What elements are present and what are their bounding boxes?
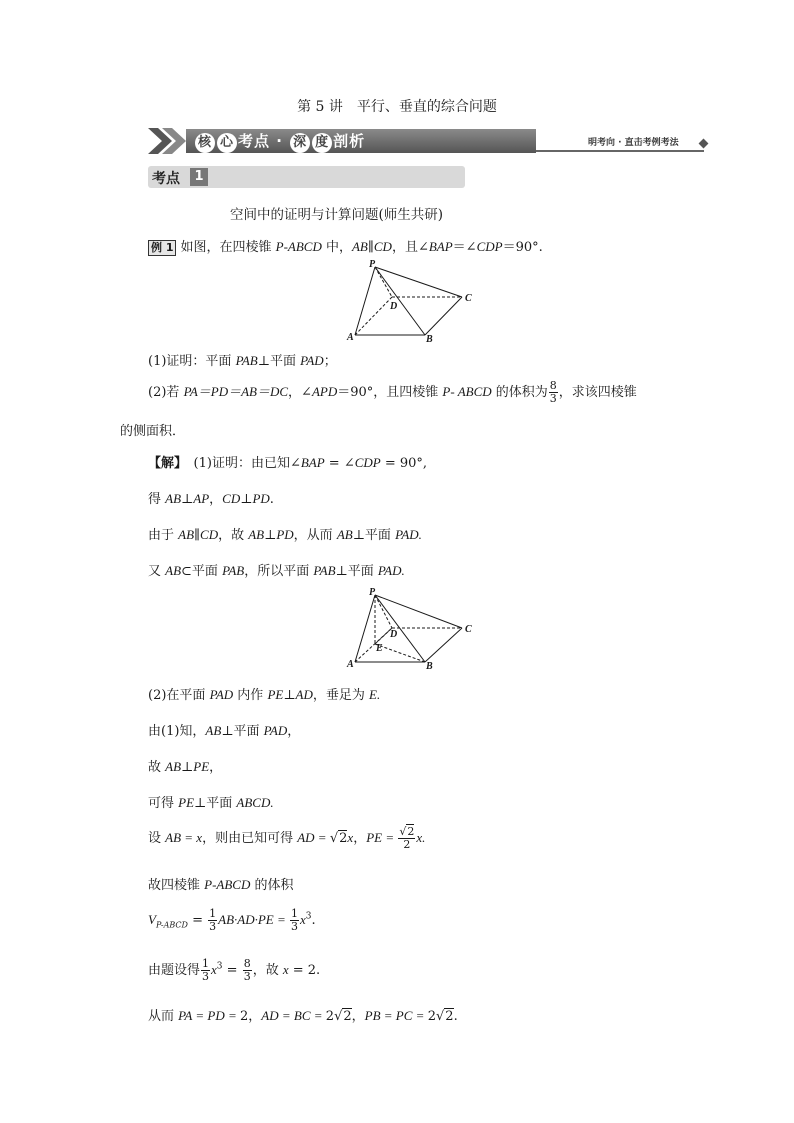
text: ＝∠ xyxy=(452,240,477,255)
text: 由题设得 xyxy=(148,963,201,978)
text: 故四棱锥 xyxy=(148,878,205,893)
math: PAD. xyxy=(395,527,422,542)
sqrt-arg: 2 xyxy=(343,1009,352,1024)
text: 得 xyxy=(148,492,166,507)
math: APD xyxy=(311,384,338,399)
math: AB⊥PD xyxy=(248,527,294,542)
banner-text: 剖析 xyxy=(333,132,366,150)
section-subtitle: 空间中的证明与计算问题(师生共研) xyxy=(230,207,444,223)
text: 可得 xyxy=(148,796,179,811)
text: ， xyxy=(287,724,301,739)
banner-char-circle: 深 xyxy=(290,133,310,153)
superscript: 3 xyxy=(305,911,312,922)
fraction xyxy=(201,958,210,983)
text: 由(1)知， xyxy=(148,724,206,739)
text: (2)在平面 xyxy=(148,688,210,703)
text: (2)若 xyxy=(148,385,184,400)
text: ，则由已知可得 xyxy=(202,831,298,846)
text: = xyxy=(222,963,242,978)
solution-line xyxy=(148,756,222,775)
superscript: 3 xyxy=(216,961,223,972)
solution-line xyxy=(148,524,422,543)
text: = 2. xyxy=(288,963,321,978)
banner-underline xyxy=(536,150,704,152)
fraction xyxy=(243,958,252,983)
math: AB xyxy=(336,527,353,542)
kaodian-bar xyxy=(148,166,465,188)
kaodian-number: 1 xyxy=(190,168,208,186)
text: 设 xyxy=(148,831,166,846)
banner-char-circle: 核 xyxy=(195,133,215,153)
example-stem xyxy=(148,236,543,256)
math: PAD xyxy=(300,353,324,368)
frac-den: 2 xyxy=(403,838,411,851)
math: AD = xyxy=(297,830,330,845)
math: x xyxy=(282,962,289,977)
fraction xyxy=(290,908,299,933)
solution-line: 从而 PA = PD = 2，AD = BC = 2√2，PB = PC = 2√2. xyxy=(148,1008,458,1024)
math: P- ABCD xyxy=(442,384,492,399)
banner-char-circle: 心 xyxy=(217,133,237,153)
text: ，所以平面 xyxy=(244,564,314,579)
solution-tag: 【解】 xyxy=(148,456,181,471)
text: ⊥平面 xyxy=(352,528,396,543)
banner-title xyxy=(186,129,536,153)
fraction xyxy=(208,908,217,933)
math: ABCD. xyxy=(236,795,274,810)
pyramid-figure-2 xyxy=(345,587,480,673)
math: CD⊥PD xyxy=(222,491,270,506)
solution-line xyxy=(148,488,274,507)
text: ，故 xyxy=(218,528,249,543)
diamond-icon xyxy=(699,139,709,149)
text: ，垂足为 xyxy=(312,688,370,703)
text: 内作 xyxy=(233,688,268,703)
text: . xyxy=(311,913,316,928)
banner-char-circle: 度 xyxy=(312,133,332,153)
math: V xyxy=(148,912,156,927)
solution-line xyxy=(148,908,316,933)
text: ＝90°. xyxy=(502,240,543,255)
vertex-label: P xyxy=(369,587,376,598)
pyramid-figure-1 xyxy=(345,258,480,348)
text: ⊥平面 xyxy=(221,724,264,739)
text: 的体积 xyxy=(250,878,294,893)
math: PAB xyxy=(222,563,245,578)
frac-num: 8 xyxy=(243,957,251,970)
vertex-label: B xyxy=(426,661,433,672)
sqrt-arg: 2 xyxy=(407,825,415,838)
math: BAP xyxy=(300,455,325,470)
math: PAB xyxy=(313,563,336,578)
text: ＝90°，且四棱锥 xyxy=(337,385,443,400)
text: = 90°, xyxy=(380,456,428,471)
text: 2 xyxy=(427,1009,436,1024)
frac-den: 3 xyxy=(549,392,557,405)
math: x xyxy=(211,962,217,977)
vertex-label: A xyxy=(347,332,354,343)
math: x xyxy=(347,830,354,845)
math: PE = xyxy=(366,830,398,845)
vertex-label: A xyxy=(347,659,354,670)
text: (1)证明：平面 xyxy=(148,354,236,369)
text: (1)证明：由已知∠ xyxy=(193,456,301,471)
text: = ∠ xyxy=(324,456,355,471)
math: x xyxy=(300,912,306,927)
vertex-label: D xyxy=(390,301,398,312)
solution-line xyxy=(148,720,300,739)
vertex-label: C xyxy=(465,624,472,635)
text: ⊂平面 xyxy=(181,564,223,579)
kaodian-label: 考点 xyxy=(152,171,180,187)
math: PB = PC = xyxy=(364,1008,428,1023)
text: . xyxy=(269,492,274,507)
page-title: 第 5 讲 平行、垂直的综合问题 xyxy=(297,99,497,115)
math: PAD xyxy=(263,723,288,738)
math: BAP xyxy=(428,239,453,254)
math: CDP xyxy=(476,239,503,254)
math: PAD xyxy=(209,687,234,702)
math: PA = PD = xyxy=(178,1008,240,1023)
fraction xyxy=(549,380,558,405)
text: ， xyxy=(353,831,367,846)
math: P-ABCD xyxy=(204,877,251,892)
question-2-cont: 的侧面积． xyxy=(120,424,186,439)
example-badge: 例 1 xyxy=(148,240,176,256)
text: . xyxy=(453,1009,458,1024)
math: PE xyxy=(178,795,195,810)
question-2 xyxy=(148,380,637,405)
math: PAD. xyxy=(377,563,405,578)
math: PA＝PD＝AB＝DC xyxy=(183,384,289,399)
math: x. xyxy=(416,830,426,845)
solution-line: 设 AB = x，则由已知可得 AD = √2x，PE = $\frac{√2}{2}$ x. xyxy=(148,825,426,851)
math: AB∥CD xyxy=(351,239,392,254)
text: ； xyxy=(323,354,337,369)
frac-den: 3 xyxy=(209,920,217,933)
text: 由于 xyxy=(148,528,179,543)
text: 中， xyxy=(321,240,352,255)
sqrt-arg: 2 xyxy=(339,831,348,846)
text: 的体积为 xyxy=(491,385,548,400)
solution-line xyxy=(148,874,294,893)
math: AB⊥PE xyxy=(165,759,210,774)
math: CDP xyxy=(354,455,381,470)
frac-num: 1 xyxy=(291,907,298,920)
text: ，从而 xyxy=(293,528,337,543)
banner-text: 考点 · xyxy=(238,132,290,150)
banner-tag: 明考向 · 直击考例考法 xyxy=(588,138,679,148)
text: 2 xyxy=(325,1009,335,1024)
text: ， xyxy=(209,492,223,507)
solution-line xyxy=(148,792,274,811)
frac-den: 3 xyxy=(243,970,251,983)
text: ⊥平面 xyxy=(335,564,378,579)
text: 又 xyxy=(148,564,166,579)
text: 如图，在四棱锥 xyxy=(180,240,276,255)
text: ，求该四棱锥 xyxy=(558,385,637,400)
math: PE⊥AD xyxy=(267,687,313,702)
math: E. xyxy=(369,687,381,702)
math: AB xyxy=(205,723,222,738)
text: ，故 xyxy=(252,963,283,978)
math: AB∥CD xyxy=(178,527,219,542)
math: PAB xyxy=(235,353,258,368)
vertex-label: C xyxy=(465,293,472,304)
text: = xyxy=(187,913,208,928)
text: 从而 xyxy=(148,1009,179,1024)
subscript: P-ABCD xyxy=(155,920,188,930)
solution-line xyxy=(148,958,320,983)
math: AD = BC = xyxy=(261,1008,326,1023)
question-1 xyxy=(148,350,337,369)
frac-num: 1 xyxy=(209,907,217,920)
vertex-label: D xyxy=(390,629,398,640)
text: 2， xyxy=(240,1009,262,1024)
solution-line xyxy=(148,452,427,471)
section-banner xyxy=(148,128,708,154)
math: AB⊥AP xyxy=(165,491,210,506)
frac-num: 8 xyxy=(549,379,557,392)
math: P-ABCD xyxy=(275,239,322,254)
fraction xyxy=(398,826,415,851)
text: ⊥平面 xyxy=(257,354,301,369)
vertex-label: B xyxy=(426,334,433,345)
frac-num: √2 xyxy=(399,825,415,838)
text: ，且∠ xyxy=(391,240,429,255)
math: AB·AD·PE = xyxy=(218,912,289,927)
vertex-label: P xyxy=(369,259,376,270)
frac-num: 1 xyxy=(202,957,210,970)
vertex-label: E xyxy=(376,643,383,654)
frac-den: 3 xyxy=(291,920,298,933)
solution-line xyxy=(148,684,380,703)
text: ，∠ xyxy=(288,385,312,400)
math: AB = x xyxy=(165,830,203,845)
frac-den: 3 xyxy=(202,970,210,983)
solution-line xyxy=(148,560,405,579)
text: ， xyxy=(209,760,223,775)
text: ⊥平面 xyxy=(194,796,237,811)
text: ， xyxy=(351,1009,365,1024)
sqrt-arg: 2 xyxy=(445,1009,454,1024)
text: 故 xyxy=(148,760,166,775)
math: AB xyxy=(165,563,182,578)
